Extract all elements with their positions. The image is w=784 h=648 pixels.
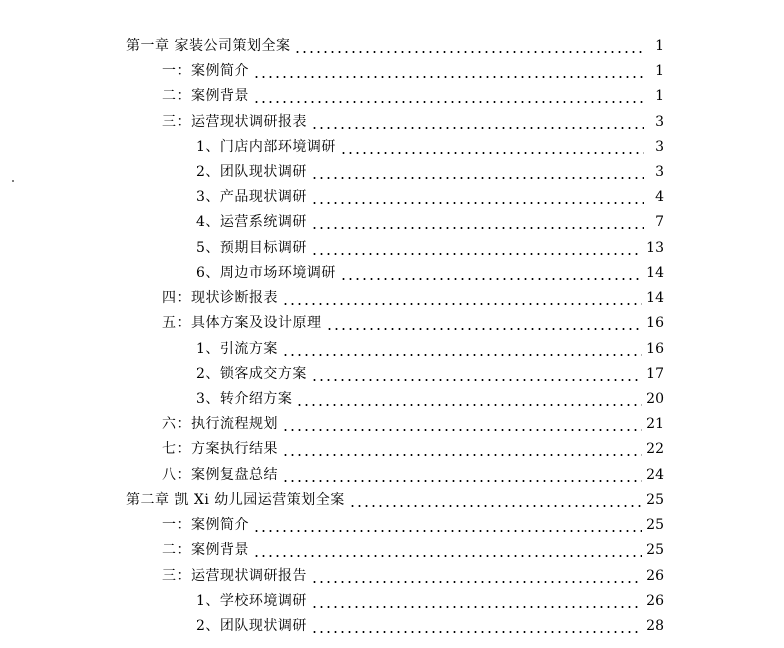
dot-leader: [311, 591, 642, 611]
dot-leader: [311, 238, 642, 258]
toc-entry-label: 第一章 家装公司策划全案: [126, 38, 291, 54]
toc-entry-page: 25: [646, 492, 664, 508]
toc-entry-page: 16: [646, 315, 664, 331]
toc-entry-label: 1、引流方案: [196, 341, 278, 357]
dot-leader: [311, 112, 644, 132]
toc-entry-section[interactable]: [162, 515, 664, 535]
dot-leader: [311, 187, 644, 207]
toc-entry-page: 17: [646, 366, 664, 382]
toc-entry-page: 22: [646, 441, 664, 457]
dot-leader: [311, 162, 644, 182]
toc-entry-label: 五：具体方案及设计原理: [162, 315, 322, 331]
dot-leader: [282, 465, 642, 485]
toc-entry-page: 25: [646, 517, 664, 533]
toc-entry-section[interactable]: [162, 313, 664, 333]
toc-entry-label: 1、学校环境调研: [196, 593, 307, 609]
toc-entry-label: 第二章 凯 Xi 幼儿园运营策划全案: [126, 492, 345, 508]
toc-entry-label: 5、预期目标调研: [196, 240, 307, 256]
dot-leader: [282, 414, 642, 434]
toc-entry-page: 3: [655, 114, 664, 130]
dot-leader: [282, 339, 642, 359]
toc-entry-chapter[interactable]: [126, 36, 664, 56]
dot-leader: [326, 313, 643, 333]
toc-entry-page: 25: [646, 542, 664, 558]
dot-leader: [253, 86, 644, 106]
dot-leader: [340, 263, 642, 283]
toc-entry-label: 3、产品现状调研: [196, 189, 307, 205]
toc-entry-label: 七：方案执行结果: [162, 441, 278, 457]
toc-entry-label: 三：运营现状调研报表: [162, 114, 307, 130]
toc-entry-page: 21: [646, 416, 664, 432]
toc-entry-label: 二：案例背景: [162, 88, 249, 104]
toc-entry-page: 1: [655, 63, 664, 79]
toc-entry-page: 3: [655, 164, 664, 180]
toc-entry-page: 28: [646, 618, 664, 634]
toc-entry-label: 六：执行流程规划: [162, 416, 278, 432]
toc-entry-label: 2、团队现状调研: [196, 618, 307, 634]
toc-entry-label: 2、锁客成交方案: [196, 366, 307, 382]
stray-mark: [12, 180, 14, 182]
toc-entry-page: 3: [655, 139, 664, 155]
toc-entry-label: 二：案例背景: [162, 542, 249, 558]
toc-entry-page: 26: [646, 593, 664, 609]
toc-entry-label: 4、运营系统调研: [196, 214, 307, 230]
dot-leader: [253, 540, 642, 560]
toc-entry-subsection[interactable]: [196, 187, 664, 207]
toc-entry-section[interactable]: [162, 86, 664, 106]
toc-entry-label: 1、门店内部环境调研: [196, 139, 336, 155]
toc-entry-label: 3、转介绍方案: [196, 391, 293, 407]
dot-leader: [253, 515, 642, 535]
toc-entry-subsection[interactable]: [196, 389, 664, 409]
toc-entry-label: 一：案例简介: [162, 517, 249, 533]
toc-entry-page: 14: [646, 290, 664, 306]
toc-entry-section[interactable]: [162, 414, 664, 434]
toc-entry-subsection[interactable]: [196, 137, 664, 157]
toc-entry-page: 7: [655, 214, 664, 230]
toc-entry-page: 1: [655, 88, 664, 104]
dot-leader: [340, 137, 644, 157]
toc-entry-page: 14: [646, 265, 664, 281]
toc-entry-page: 13: [646, 240, 664, 256]
dot-leader: [311, 616, 642, 636]
toc-entry-subsection[interactable]: [196, 616, 664, 636]
dot-leader: [311, 364, 642, 384]
dot-leader: [294, 36, 644, 56]
dot-leader: [296, 389, 642, 409]
toc-entry-section[interactable]: [162, 112, 664, 132]
toc-entry-subsection[interactable]: [196, 212, 664, 232]
toc-entry-label: 6、周边市场环境调研: [196, 265, 336, 281]
toc-entry-section[interactable]: [162, 465, 664, 485]
toc-entry-section[interactable]: [162, 288, 664, 308]
toc-entry-page: 4: [655, 189, 664, 205]
toc-entry-label: 八：案例复盘总结: [162, 467, 278, 483]
dot-leader: [311, 212, 644, 232]
dot-leader: [311, 566, 642, 586]
dot-leader: [282, 288, 642, 308]
toc-entry-section[interactable]: [162, 61, 664, 81]
toc-entry-section[interactable]: [162, 566, 664, 586]
toc-entry-label: 三：运营现状调研报告: [162, 568, 307, 584]
dot-leader: [282, 439, 642, 459]
toc-entry-subsection[interactable]: [196, 238, 664, 258]
toc-entry-page: 20: [646, 391, 664, 407]
toc-entry-chapter[interactable]: [126, 490, 664, 510]
toc-entry-subsection[interactable]: [196, 339, 664, 359]
toc-entry-section[interactable]: [162, 439, 664, 459]
toc-entry-page: 1: [655, 38, 664, 54]
toc-entry-page: 16: [646, 341, 664, 357]
toc-entry-subsection[interactable]: [196, 364, 664, 384]
toc-entry-page: 26: [646, 568, 664, 584]
toc-entry-label: 四：现状诊断报表: [162, 290, 278, 306]
toc-entry-subsection[interactable]: [196, 591, 664, 611]
dot-leader: [349, 490, 642, 510]
toc-entry-section[interactable]: [162, 540, 664, 560]
toc-entry-subsection[interactable]: [196, 162, 664, 182]
dot-leader: [253, 61, 644, 81]
toc-entry-label: 2、团队现状调研: [196, 164, 307, 180]
toc-entry-page: 24: [646, 467, 664, 483]
toc-entry-subsection[interactable]: [196, 263, 664, 283]
toc-entry-label: 一：案例简介: [162, 63, 249, 79]
